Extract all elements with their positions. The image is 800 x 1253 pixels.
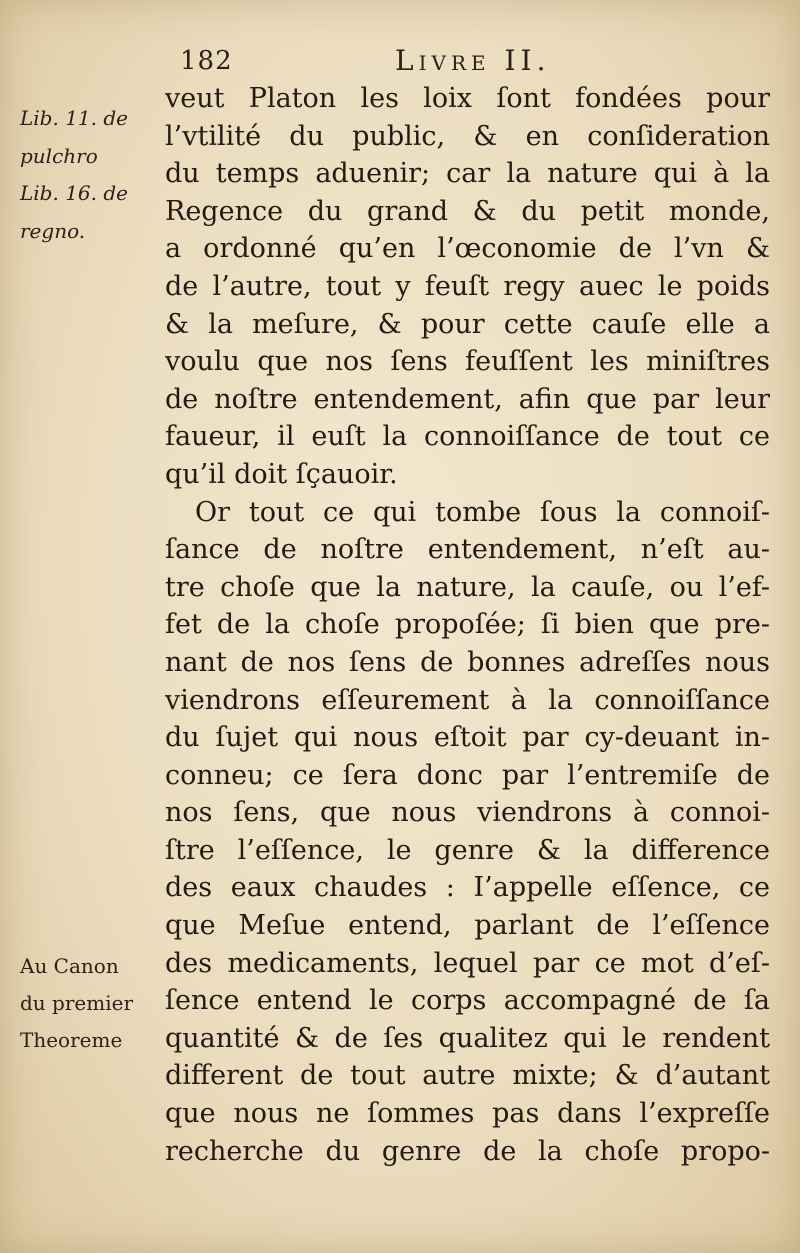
text-line: des eaux chaudes : I’appelle eſſence, ce	[165, 872, 770, 904]
margin-note-references	[20, 100, 128, 250]
text-line: que Meſue entend, parlant de l’eſſence	[165, 910, 770, 942]
text-line: faueur, il euſt la connoiſſance de tout ce	[165, 421, 770, 453]
text-line: voulu que nos ſens feuſſent les miniſtres	[165, 346, 770, 378]
text-line: l’vtilité du public, & en conſideration	[165, 120, 770, 152]
body-text	[165, 80, 770, 1170]
text-line: viendrons eſſeurement à la connoiſſance	[165, 684, 770, 716]
text-line: qu’il doit ſçauoir.	[165, 458, 398, 490]
text-line: Regence du grand & du petit monde,	[165, 195, 770, 227]
text-line: quantité & de ſes qualitez qui le rendent	[165, 1022, 770, 1054]
text-line: ſtre l’eſſence, le genre & la difference	[165, 834, 770, 866]
text-line: ſance de noſtre entendement, n’eſt au-	[165, 534, 770, 566]
margin-note-canon	[20, 948, 133, 1059]
margin-note-line: Au Canon	[20, 954, 119, 978]
text-line: a ordonné qu’en l’œconomie de l’vn &	[165, 233, 770, 265]
text-line: de noſtre entendement, afin que par leur	[165, 383, 770, 415]
running-title: Livre II.	[395, 44, 551, 77]
text-line: nos ſens, que nous viendrons à connoi-	[165, 797, 770, 829]
margin-note-line: Lib. 16. de	[20, 181, 128, 206]
text-line: different de tout autre mixte; & d’autant	[165, 1060, 770, 1092]
margin-note-line: Theoreme	[20, 1028, 123, 1052]
text-line: veut Platon les loix ſont fondées pour	[165, 83, 770, 114]
margin-note-line: regno.	[20, 218, 86, 243]
text-line: conneu; ce ſera donc par l’entremiſe de	[165, 759, 770, 791]
text-line: tre choſe que la nature, la cauſe, ou l’ef-	[165, 571, 770, 603]
text-line: recherche du genre de la choſe propo-	[165, 1135, 770, 1167]
text-line: nant de nos ſens de bonnes adreſſes nous	[165, 646, 770, 678]
text-line: du ſujet qui nous eſtoit par cy-deuant in-	[165, 722, 770, 754]
margin-note-line: Lib. 11. de	[20, 106, 128, 130]
text-line: ſence entend le corps accompagné de ſa	[165, 985, 770, 1017]
margin-note-line: pulchro	[20, 143, 98, 168]
page-number: 182	[180, 46, 233, 76]
text-line: Or tout ce qui tombe ſous la connoiſ-	[195, 496, 770, 528]
margin-note-line: du premier	[20, 991, 133, 1015]
text-line: de l’autre, tout y feuſt regy auec le poids	[165, 270, 770, 302]
text-line: des medicaments, lequel par ce mot d’eſ-	[165, 947, 770, 979]
text-line: que nous ne ſommes pas dans l’expreſſe	[165, 1098, 770, 1130]
text-line: du temps aduenir; car la nature qui à la	[165, 158, 770, 190]
text-line: & la meſure, & pour cette cauſe elle a	[165, 308, 770, 340]
text-line: fet de la choſe propoſée; ſi bien que pre-	[165, 609, 770, 641]
